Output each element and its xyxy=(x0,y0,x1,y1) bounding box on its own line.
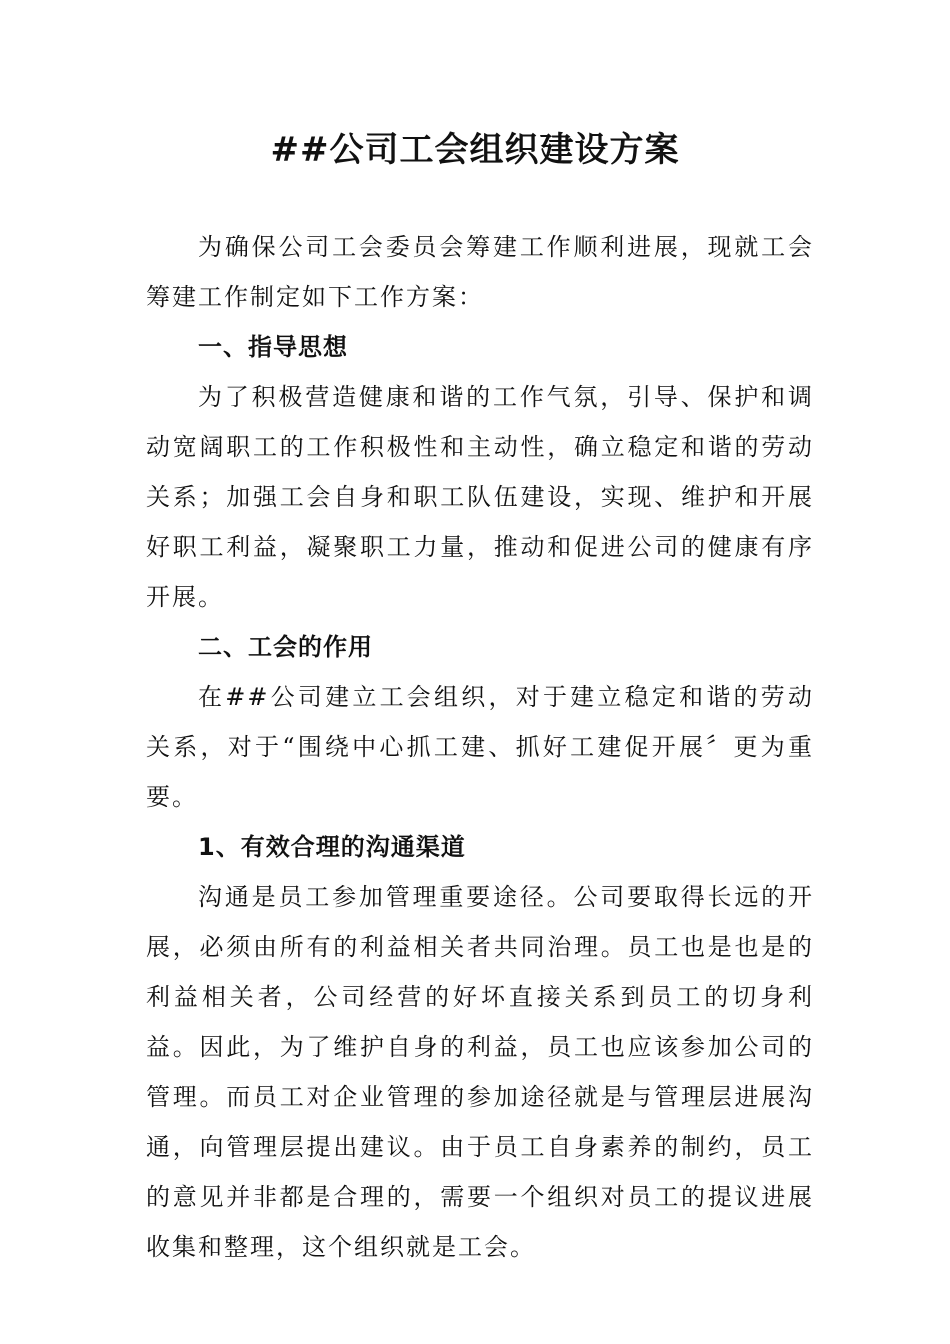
section-heading-union-role: 二、工会的作用 xyxy=(198,633,373,661)
intro-paragraph: 为确保公司工会委员会筹建工作顺利进展，现就工会筹建工作制定如下工作方案： xyxy=(146,233,814,311)
section-paragraph-union-role: 在##公司建立工会组织，对于建立稳定和谐的劳动关系，对于“围绕中心抓工建、抓好工建促开展〞更为重要。 xyxy=(146,683,814,811)
section-paragraph-guiding-ideology: 为了积极营造健康和谐的工作气氛，引导、保护和调动宽阔职工的工作积极性和主动性，确立稳定和谐的劳动关系；加强工会自身和职工队伍建设，实现、维护和开展好职工利益，凝聚职工力量，推动和促进公司的健康有序开展。 xyxy=(146,383,814,611)
subsection-paragraph-communication: 沟通是员工参加管理重要途径。公司要取得长远的开展，必须由所有的利益相关者共同治理。员工也是也是的利益相关者，公司经营的好坏直接关系到员工的切身利益。因此，为了维护自身的利益，员工也应该参加公司的管理。而员工对企业管理的参加途径就是与管理层进展沟通，向管理层提出建议。由于员工自身素养的制约，员工的意见并非都是合理的，需要一个组织对员工的提议进展收集和整理，这个组织就是工会。 xyxy=(146,883,814,1261)
document-title: ##公司工会组织建设方案 xyxy=(270,130,680,170)
subsection-heading-communication: 1、有效合理的沟通渠道 xyxy=(198,833,466,861)
document-body xyxy=(146,222,814,1272)
section-heading-guiding-ideology: 一、指导思想 xyxy=(198,333,348,361)
